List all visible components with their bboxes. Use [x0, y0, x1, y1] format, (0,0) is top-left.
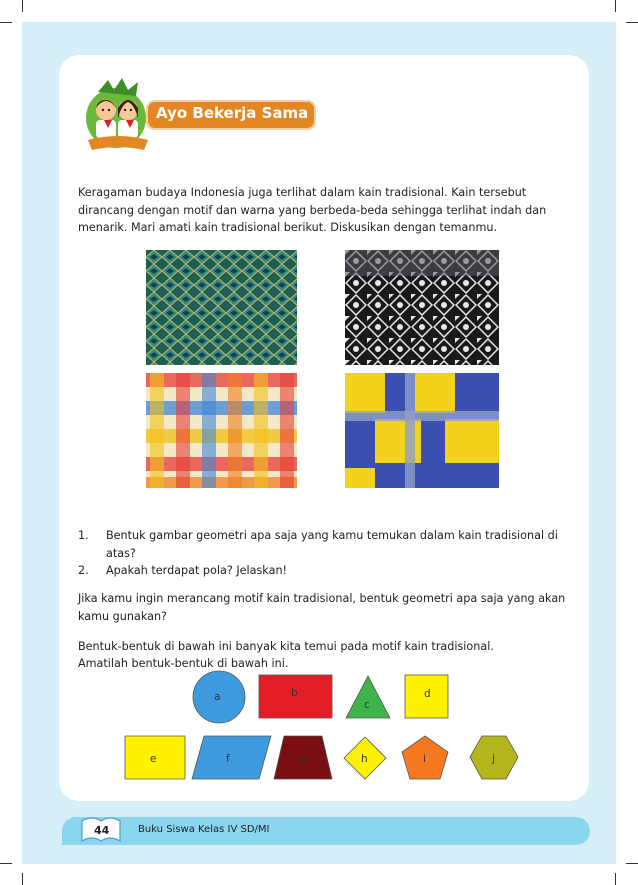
shape-f-parallelogram [192, 736, 271, 779]
list-item: 2. Apakah terdapat pola? Jelaskan! [78, 564, 288, 577]
paragraph-design: Jika kamu ingin merancang motif kain tradisional, bentuk geometri apa saja yang akan kamu gunakan? [78, 592, 566, 623]
paragraph-shapes-line2: Amatilah bentuk-bentuk di bawah ini. [78, 657, 289, 670]
book-title: Buku Siswa Kelas IV SD/MI [138, 824, 270, 835]
shape-label-e: e [150, 753, 157, 765]
shape-label-h: h [361, 753, 368, 765]
shape-label-d: d [424, 688, 431, 700]
shape-label-j: j [492, 753, 495, 765]
shape-label-b: b [291, 687, 298, 699]
list-item: 1. Bentuk gambar geometri apa saja yang kamu temukan dalam kain tradisional di atas? [78, 529, 558, 560]
page-number: 44 [94, 824, 110, 837]
banner-title: Ayo Bekerja Sama [156, 104, 309, 122]
shape-c-triangle [346, 676, 390, 718]
shape-label-f: f [226, 753, 230, 765]
shape-label-a: a [214, 691, 221, 703]
shape-label-g: g [299, 753, 306, 765]
paragraph-shapes-line1: Bentuk-bentuk di bawah ini banyak kita temui pada motif kain tradisional. [78, 640, 494, 653]
page-number-book-icon [80, 815, 122, 845]
shape-label-c: c [364, 699, 370, 711]
shape-label-i: i [423, 753, 426, 765]
intro-paragraph: Keragaman budaya Indonesia juga terlihat dalam kain tradisional. Kain tersebut dirancang dengan motif dan warna yang berbeda-beda sehingga terlihat indah dan menarik. Mari amati kain tradisional berikut. Diskusikan dengan temanmu. [78, 186, 547, 234]
